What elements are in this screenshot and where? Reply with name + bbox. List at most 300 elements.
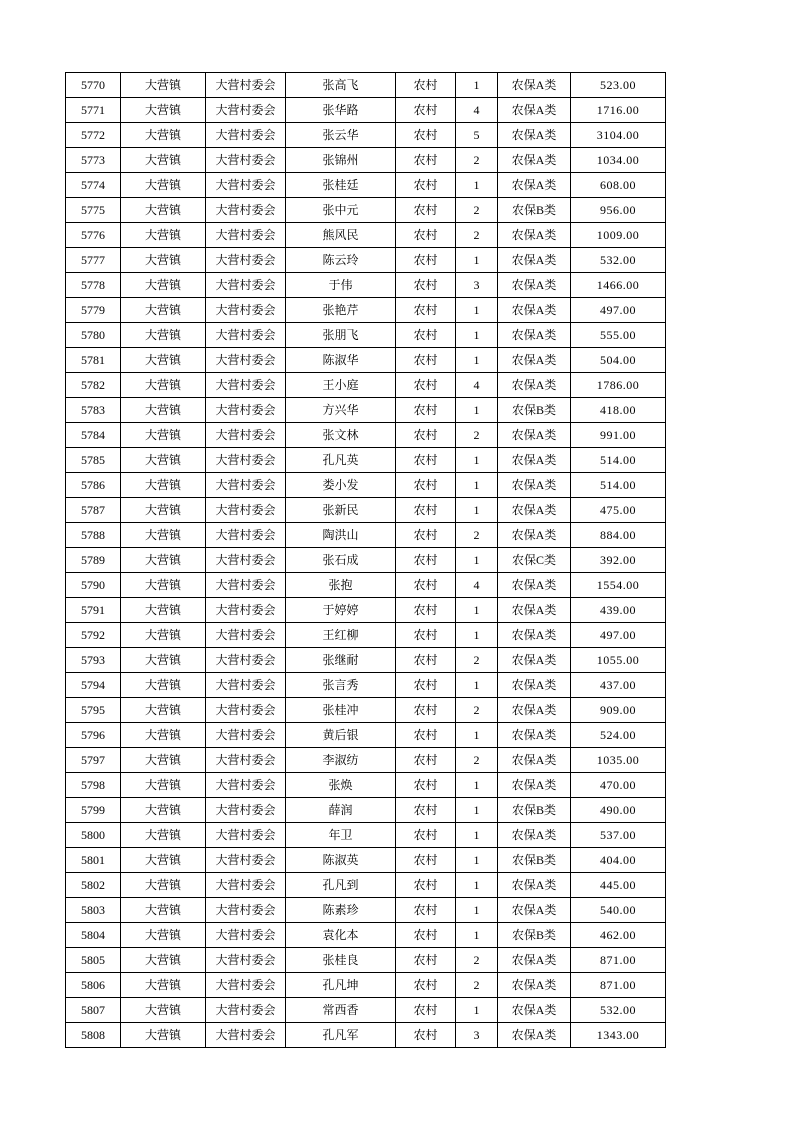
cell-type: 农村 (396, 323, 456, 348)
cell-category: 农保A类 (498, 948, 571, 973)
cell-committee: 大营村委会 (206, 273, 286, 298)
cell-amount: 909.00 (571, 698, 666, 723)
cell-count: 3 (456, 1023, 498, 1048)
cell-type: 农村 (396, 173, 456, 198)
cell-type: 农村 (396, 73, 456, 98)
cell-id: 5802 (66, 873, 121, 898)
cell-id: 5772 (66, 123, 121, 148)
cell-id: 5780 (66, 323, 121, 348)
cell-category: 农保B类 (498, 198, 571, 223)
table-row (66, 373, 666, 398)
cell-town: 大营镇 (121, 748, 206, 773)
cell-category: 农保A类 (498, 348, 571, 373)
cell-count: 1 (456, 173, 498, 198)
cell-count: 3 (456, 273, 498, 298)
cell-type: 农村 (396, 948, 456, 973)
cell-type: 农村 (396, 298, 456, 323)
table-row (66, 998, 666, 1023)
cell-category: 农保A类 (498, 498, 571, 523)
cell-town: 大营镇 (121, 348, 206, 373)
cell-town: 大营镇 (121, 523, 206, 548)
cell-committee: 大营村委会 (206, 448, 286, 473)
cell-committee: 大营村委会 (206, 373, 286, 398)
cell-type: 农村 (396, 998, 456, 1023)
cell-name: 于婷婷 (286, 598, 396, 623)
cell-type: 农村 (396, 873, 456, 898)
cell-count: 4 (456, 98, 498, 123)
cell-town: 大营镇 (121, 623, 206, 648)
cell-id: 5804 (66, 923, 121, 948)
cell-amount: 462.00 (571, 923, 666, 948)
cell-committee: 大营村委会 (206, 648, 286, 673)
cell-amount: 1055.00 (571, 648, 666, 673)
table-row (66, 73, 666, 98)
cell-name: 于伟 (286, 273, 396, 298)
cell-category: 农保A类 (498, 698, 571, 723)
cell-type: 农村 (396, 373, 456, 398)
cell-name: 张抱 (286, 573, 396, 598)
cell-amount: 555.00 (571, 323, 666, 348)
cell-amount: 532.00 (571, 248, 666, 273)
table-row (66, 823, 666, 848)
cell-count: 1 (456, 298, 498, 323)
cell-id: 5801 (66, 848, 121, 873)
cell-amount: 490.00 (571, 798, 666, 823)
cell-town: 大营镇 (121, 848, 206, 873)
cell-town: 大营镇 (121, 698, 206, 723)
cell-category: 农保B类 (498, 798, 571, 823)
cell-name: 张新民 (286, 498, 396, 523)
table-row (66, 898, 666, 923)
cell-committee: 大营村委会 (206, 923, 286, 948)
cell-committee: 大营村委会 (206, 998, 286, 1023)
table-row (66, 223, 666, 248)
cell-name: 陈云玲 (286, 248, 396, 273)
table-row (66, 973, 666, 998)
cell-committee: 大营村委会 (206, 973, 286, 998)
cell-count: 1 (456, 998, 498, 1023)
cell-type: 农村 (396, 823, 456, 848)
cell-count: 1 (456, 548, 498, 573)
table-row (66, 273, 666, 298)
cell-town: 大营镇 (121, 273, 206, 298)
cell-amount: 1343.00 (571, 1023, 666, 1048)
cell-id: 5797 (66, 748, 121, 773)
table-row (66, 773, 666, 798)
cell-amount: 1786.00 (571, 373, 666, 398)
cell-count: 1 (456, 73, 498, 98)
cell-id: 5770 (66, 73, 121, 98)
cell-name: 张桂冲 (286, 698, 396, 723)
cell-name: 张中元 (286, 198, 396, 223)
cell-committee: 大营村委会 (206, 823, 286, 848)
cell-type: 农村 (396, 1023, 456, 1048)
cell-type: 农村 (396, 348, 456, 373)
table-row (66, 323, 666, 348)
cell-category: 农保A类 (498, 898, 571, 923)
cell-name: 常西香 (286, 998, 396, 1023)
cell-committee: 大营村委会 (206, 298, 286, 323)
cell-category: 农保A类 (498, 673, 571, 698)
cell-town: 大营镇 (121, 648, 206, 673)
cell-town: 大营镇 (121, 1023, 206, 1048)
cell-type: 农村 (396, 523, 456, 548)
cell-count: 1 (456, 473, 498, 498)
cell-name: 陈素珍 (286, 898, 396, 923)
cell-committee: 大营村委会 (206, 748, 286, 773)
cell-type: 农村 (396, 548, 456, 573)
cell-type: 农村 (396, 648, 456, 673)
cell-name: 孔凡英 (286, 448, 396, 473)
cell-category: 农保A类 (498, 173, 571, 198)
cell-count: 2 (456, 748, 498, 773)
cell-category: 农保A类 (498, 123, 571, 148)
cell-type: 农村 (396, 98, 456, 123)
cell-count: 1 (456, 673, 498, 698)
cell-count: 2 (456, 948, 498, 973)
cell-type: 农村 (396, 448, 456, 473)
cell-count: 1 (456, 623, 498, 648)
cell-amount: 540.00 (571, 898, 666, 923)
cell-committee: 大营村委会 (206, 898, 286, 923)
table-row (66, 523, 666, 548)
cell-name: 张高飞 (286, 73, 396, 98)
cell-type: 农村 (396, 923, 456, 948)
cell-id: 5783 (66, 398, 121, 423)
cell-id: 5805 (66, 948, 121, 973)
cell-id: 5800 (66, 823, 121, 848)
cell-type: 农村 (396, 148, 456, 173)
cell-name: 张文林 (286, 423, 396, 448)
cell-type: 农村 (396, 798, 456, 823)
cell-name: 黄后银 (286, 723, 396, 748)
cell-count: 1 (456, 848, 498, 873)
cell-amount: 475.00 (571, 498, 666, 523)
cell-id: 5773 (66, 148, 121, 173)
cell-amount: 439.00 (571, 598, 666, 623)
cell-town: 大营镇 (121, 473, 206, 498)
cell-amount: 524.00 (571, 723, 666, 748)
cell-category: 农保A类 (498, 448, 571, 473)
cell-type: 农村 (396, 398, 456, 423)
cell-town: 大营镇 (121, 198, 206, 223)
cell-count: 5 (456, 123, 498, 148)
cell-type: 农村 (396, 498, 456, 523)
cell-type: 农村 (396, 598, 456, 623)
cell-count: 2 (456, 973, 498, 998)
cell-count: 2 (456, 423, 498, 448)
table-body (66, 73, 666, 1048)
cell-amount: 537.00 (571, 823, 666, 848)
cell-id: 5796 (66, 723, 121, 748)
cell-category: 农保A类 (498, 423, 571, 448)
cell-category: 农保A类 (498, 523, 571, 548)
cell-committee: 大营村委会 (206, 548, 286, 573)
cell-town: 大营镇 (121, 123, 206, 148)
cell-id: 5777 (66, 248, 121, 273)
cell-category: 农保A类 (498, 973, 571, 998)
cell-committee: 大营村委会 (206, 423, 286, 448)
cell-type: 农村 (396, 848, 456, 873)
cell-amount: 523.00 (571, 73, 666, 98)
cell-amount: 445.00 (571, 873, 666, 898)
cell-town: 大营镇 (121, 148, 206, 173)
table-row (66, 573, 666, 598)
cell-amount: 956.00 (571, 198, 666, 223)
cell-id: 5775 (66, 198, 121, 223)
table-row (66, 173, 666, 198)
cell-category: 农保A类 (498, 323, 571, 348)
cell-town: 大营镇 (121, 923, 206, 948)
cell-amount: 532.00 (571, 998, 666, 1023)
cell-committee: 大营村委会 (206, 498, 286, 523)
cell-amount: 470.00 (571, 773, 666, 798)
table-row (66, 423, 666, 448)
cell-name: 陈淑华 (286, 348, 396, 373)
cell-id: 5781 (66, 348, 121, 373)
cell-category: 农保B类 (498, 398, 571, 423)
cell-committee: 大营村委会 (206, 673, 286, 698)
table-row (66, 298, 666, 323)
cell-committee: 大营村委会 (206, 348, 286, 373)
cell-committee: 大营村委会 (206, 73, 286, 98)
cell-id: 5807 (66, 998, 121, 1023)
cell-id: 5792 (66, 623, 121, 648)
cell-count: 1 (456, 773, 498, 798)
cell-amount: 871.00 (571, 973, 666, 998)
cell-amount: 504.00 (571, 348, 666, 373)
cell-committee: 大营村委会 (206, 573, 286, 598)
cell-name: 娄小发 (286, 473, 396, 498)
cell-id: 5785 (66, 448, 121, 473)
cell-amount: 404.00 (571, 848, 666, 873)
table-row (66, 1023, 666, 1048)
cell-amount: 1716.00 (571, 98, 666, 123)
cell-amount: 1034.00 (571, 148, 666, 173)
cell-id: 5786 (66, 473, 121, 498)
cell-committee: 大营村委会 (206, 98, 286, 123)
cell-name: 王红柳 (286, 623, 396, 648)
cell-committee: 大营村委会 (206, 723, 286, 748)
cell-count: 2 (456, 698, 498, 723)
cell-category: 农保A类 (498, 723, 571, 748)
cell-type: 农村 (396, 623, 456, 648)
cell-id: 5774 (66, 173, 121, 198)
cell-committee: 大营村委会 (206, 173, 286, 198)
cell-count: 2 (456, 198, 498, 223)
cell-id: 5799 (66, 798, 121, 823)
cell-id: 5784 (66, 423, 121, 448)
cell-count: 2 (456, 648, 498, 673)
cell-committee: 大营村委会 (206, 1023, 286, 1048)
table-row (66, 723, 666, 748)
cell-committee: 大营村委会 (206, 523, 286, 548)
cell-committee: 大营村委会 (206, 873, 286, 898)
cell-id: 5795 (66, 698, 121, 723)
cell-town: 大营镇 (121, 548, 206, 573)
cell-committee: 大营村委会 (206, 398, 286, 423)
cell-count: 2 (456, 223, 498, 248)
cell-id: 5779 (66, 298, 121, 323)
cell-name: 孔凡军 (286, 1023, 396, 1048)
cell-amount: 418.00 (571, 398, 666, 423)
cell-type: 农村 (396, 198, 456, 223)
cell-category: 农保C类 (498, 548, 571, 573)
cell-amount: 871.00 (571, 948, 666, 973)
cell-id: 5803 (66, 898, 121, 923)
cell-town: 大营镇 (121, 498, 206, 523)
cell-id: 5778 (66, 273, 121, 298)
table-row (66, 123, 666, 148)
cell-type: 农村 (396, 723, 456, 748)
cell-type: 农村 (396, 223, 456, 248)
cell-count: 1 (456, 248, 498, 273)
cell-town: 大营镇 (121, 823, 206, 848)
cell-committee: 大营村委会 (206, 798, 286, 823)
cell-town: 大营镇 (121, 598, 206, 623)
cell-count: 1 (456, 723, 498, 748)
cell-type: 农村 (396, 248, 456, 273)
table-row (66, 923, 666, 948)
cell-category: 农保A类 (498, 648, 571, 673)
cell-category: 农保A类 (498, 248, 571, 273)
cell-town: 大营镇 (121, 973, 206, 998)
table-row (66, 473, 666, 498)
cell-name: 张桂廷 (286, 173, 396, 198)
table-row (66, 873, 666, 898)
cell-type: 农村 (396, 573, 456, 598)
cell-type: 农村 (396, 673, 456, 698)
cell-count: 1 (456, 323, 498, 348)
cell-town: 大营镇 (121, 398, 206, 423)
table-row (66, 248, 666, 273)
table-row (66, 198, 666, 223)
cell-committee: 大营村委会 (206, 148, 286, 173)
cell-name: 张华路 (286, 98, 396, 123)
cell-committee: 大营村委会 (206, 248, 286, 273)
table-row (66, 448, 666, 473)
cell-amount: 1009.00 (571, 223, 666, 248)
cell-town: 大营镇 (121, 898, 206, 923)
cell-category: 农保B类 (498, 923, 571, 948)
cell-id: 5793 (66, 648, 121, 673)
cell-count: 1 (456, 798, 498, 823)
cell-type: 农村 (396, 123, 456, 148)
cell-town: 大营镇 (121, 773, 206, 798)
cell-name: 张朋飞 (286, 323, 396, 348)
cell-committee: 大营村委会 (206, 198, 286, 223)
cell-name: 孔凡坤 (286, 973, 396, 998)
cell-amount: 884.00 (571, 523, 666, 548)
cell-category: 农保A类 (498, 748, 571, 773)
cell-name: 方兴华 (286, 398, 396, 423)
cell-category: 农保A类 (498, 623, 571, 648)
cell-name: 张云华 (286, 123, 396, 148)
cell-name: 张继耐 (286, 648, 396, 673)
cell-id: 5798 (66, 773, 121, 798)
cell-town: 大营镇 (121, 248, 206, 273)
cell-town: 大营镇 (121, 723, 206, 748)
cell-committee: 大营村委会 (206, 323, 286, 348)
cell-committee: 大营村委会 (206, 223, 286, 248)
cell-type: 农村 (396, 773, 456, 798)
cell-category: 农保A类 (498, 473, 571, 498)
cell-category: 农保A类 (498, 598, 571, 623)
cell-committee: 大营村委会 (206, 773, 286, 798)
cell-category: 农保A类 (498, 573, 571, 598)
cell-id: 5790 (66, 573, 121, 598)
cell-name: 孔凡到 (286, 873, 396, 898)
cell-type: 农村 (396, 473, 456, 498)
cell-count: 1 (456, 823, 498, 848)
cell-amount: 991.00 (571, 423, 666, 448)
cell-id: 5771 (66, 98, 121, 123)
cell-name: 张焕 (286, 773, 396, 798)
cell-amount: 497.00 (571, 623, 666, 648)
cell-name: 张石成 (286, 548, 396, 573)
cell-amount: 1466.00 (571, 273, 666, 298)
cell-committee: 大营村委会 (206, 848, 286, 873)
cell-committee: 大营村委会 (206, 123, 286, 148)
cell-category: 农保A类 (498, 998, 571, 1023)
table-row (66, 848, 666, 873)
table-row (66, 148, 666, 173)
table-row (66, 98, 666, 123)
cell-category: 农保A类 (498, 773, 571, 798)
cell-name: 王小庭 (286, 373, 396, 398)
cell-name: 李淑纺 (286, 748, 396, 773)
cell-name: 张桂良 (286, 948, 396, 973)
cell-name: 陈淑英 (286, 848, 396, 873)
table-row (66, 548, 666, 573)
cell-town: 大营镇 (121, 798, 206, 823)
cell-name: 陶洪山 (286, 523, 396, 548)
cell-town: 大营镇 (121, 673, 206, 698)
cell-count: 4 (456, 573, 498, 598)
cell-name: 张锦州 (286, 148, 396, 173)
cell-category: 农保A类 (498, 1023, 571, 1048)
cell-id: 5788 (66, 523, 121, 548)
cell-type: 农村 (396, 748, 456, 773)
table-row (66, 748, 666, 773)
table-row (66, 348, 666, 373)
cell-count: 1 (456, 598, 498, 623)
cell-amount: 392.00 (571, 548, 666, 573)
cell-committee: 大营村委会 (206, 698, 286, 723)
cell-amount: 514.00 (571, 448, 666, 473)
cell-town: 大营镇 (121, 223, 206, 248)
cell-town: 大营镇 (121, 423, 206, 448)
cell-count: 2 (456, 148, 498, 173)
cell-amount: 3104.00 (571, 123, 666, 148)
cell-town: 大营镇 (121, 98, 206, 123)
cell-category: 农保A类 (498, 273, 571, 298)
cell-category: 农保A类 (498, 373, 571, 398)
cell-count: 1 (456, 348, 498, 373)
cell-count: 4 (456, 373, 498, 398)
cell-amount: 1554.00 (571, 573, 666, 598)
table-row (66, 698, 666, 723)
table-row (66, 948, 666, 973)
cell-town: 大营镇 (121, 573, 206, 598)
cell-type: 农村 (396, 898, 456, 923)
cell-amount: 514.00 (571, 473, 666, 498)
cell-type: 农村 (396, 973, 456, 998)
cell-amount: 608.00 (571, 173, 666, 198)
cell-committee: 大营村委会 (206, 598, 286, 623)
cell-category: 农保A类 (498, 223, 571, 248)
table-row (66, 798, 666, 823)
